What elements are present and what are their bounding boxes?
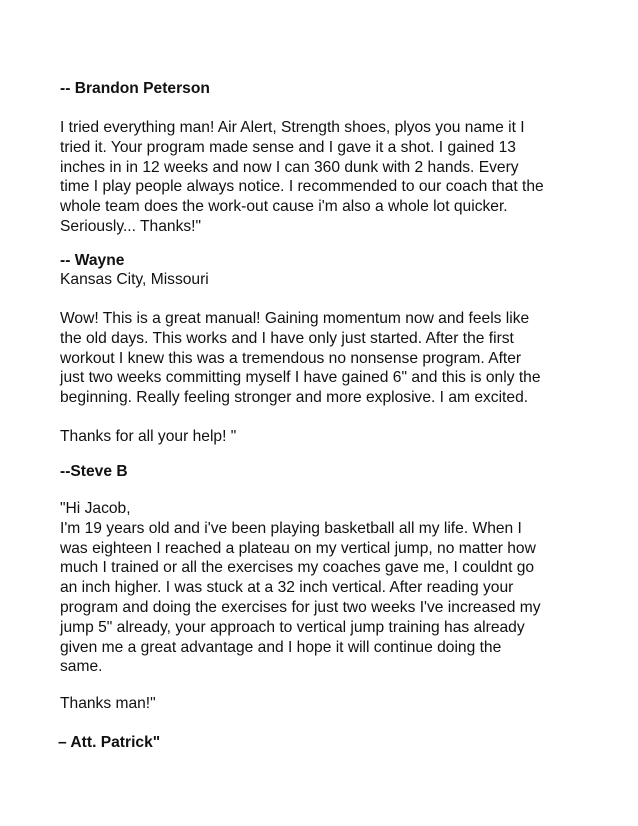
text-line: much I trained or all the exercises my coaches gave me, I couldnt go	[60, 559, 535, 577]
testimonial-body-steve	[60, 499, 580, 677]
text-line: Seriously... Thanks!"	[60, 217, 202, 235]
signature-steve-b: --Steve B	[60, 463, 128, 480]
location-line: Kansas City, Missouri	[60, 271, 209, 288]
text-line: I tried everything man! Air Alert, Strength shoes, plyos you name it I	[60, 119, 525, 136]
text-line: Thanks for all your help! "	[60, 428, 237, 445]
text-line: given me a great advantage and I hope it will continue doing the	[60, 638, 502, 656]
text-line: tried it. Your program made sense and I gave it a shot. I gained 13	[60, 138, 516, 156]
signature-att-patrick: – Att. Patrick"	[58, 734, 161, 751]
text-line: the old days. This works and I have only just started. After the first	[60, 329, 514, 347]
location-text	[60, 270, 580, 290]
text-line: was eighteen I reached a plateau on my vertical jump, no matter how	[60, 539, 536, 557]
signature-wayne: -- Wayne	[60, 252, 125, 269]
text-line: Wow! This is a great manual! Gaining momentum now and feels like	[60, 310, 530, 327]
text-line: I'm 19 years old and i've been playing basketball all my life. When I	[60, 519, 522, 537]
text-line: jump 5" already, your approach to vertical jump training has already	[60, 618, 525, 636]
text-line: "Hi Jacob,	[60, 500, 131, 517]
text-line: program and doing the exercises for just two weeks I've increased my	[60, 598, 541, 616]
text-line: workout I knew this was a tremendous no nonsense program. After	[60, 349, 522, 367]
text-line: time I play people always notice. I recommended to our coach that the	[60, 178, 544, 196]
text-line: an inch higher. I was stuck at a 32 inch vertical. After reading your	[60, 579, 514, 597]
text-line: just two weeks committing myself I have gained 6" and this is only the	[60, 369, 541, 387]
text-line: same.	[60, 658, 103, 676]
signature-brandon-peterson: -- Brandon Peterson	[60, 80, 210, 97]
text-line: Thanks man!"	[60, 695, 156, 712]
text-line: inches in in 12 weeks and now I can 360 dunk with 2 hands. Every	[60, 158, 519, 176]
text-line: whole team does the work-out cause i'm also a whole lot quicker.	[60, 198, 508, 216]
closing-wayne	[60, 427, 580, 447]
testimonial-body-brandon	[60, 118, 580, 237]
testimonial-body-wayne	[60, 309, 580, 408]
closing-steve	[60, 694, 580, 714]
text-line: beginning. Really feeling stronger and more explosive. I am excited.	[60, 389, 529, 407]
